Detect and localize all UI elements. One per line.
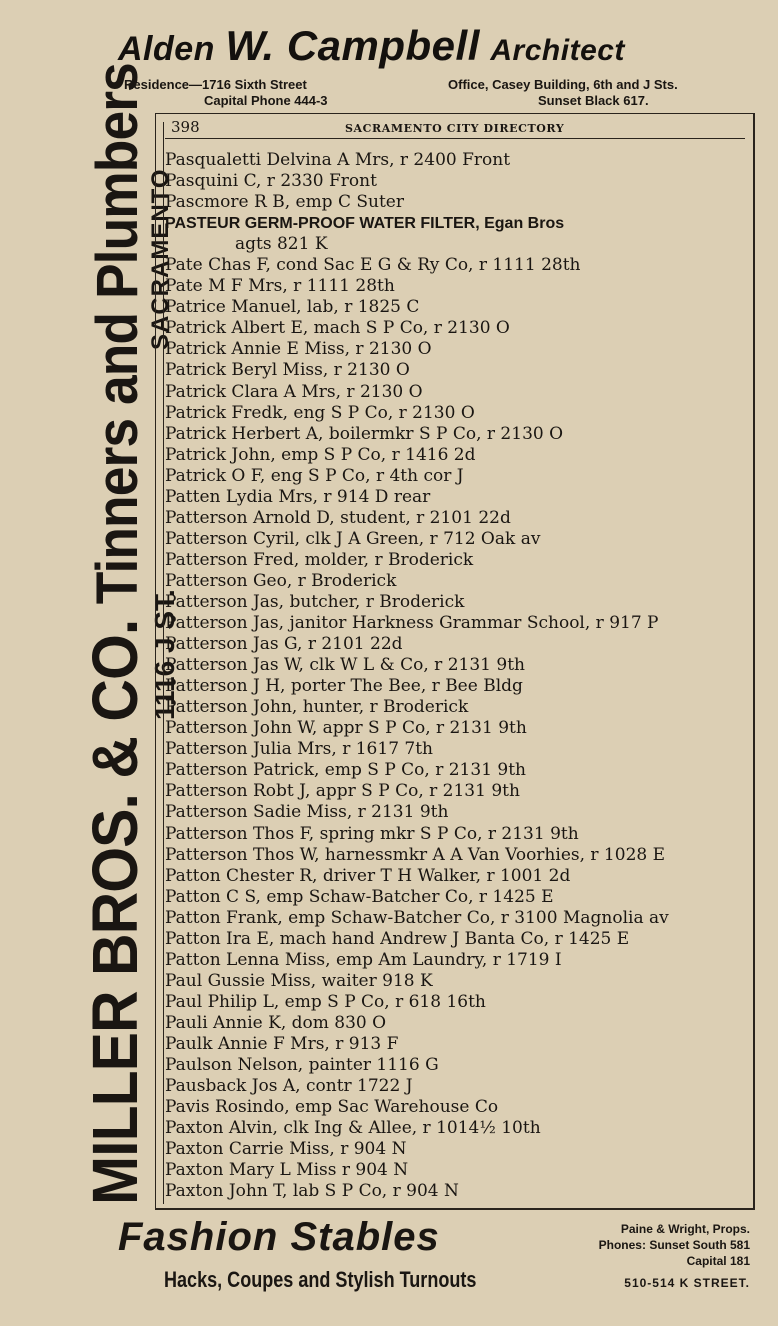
list-item: Patten Lydia Mrs, r 914 D rear: [165, 486, 431, 507]
list-item: Patterson Jas G, r 2101 22d: [165, 634, 403, 655]
list-item: Pausback Jos A, contr 1722 J: [165, 1076, 413, 1097]
architect-profession: Architect: [490, 34, 625, 67]
list-item: Pascmore R B, emp C Suter: [165, 192, 404, 213]
list-item: Pate Chas F, cond Sac E G & Ry Co, r 1111 28th: [165, 255, 581, 276]
list-item: Patterson John W, appr S P Co, r 2131 9th: [165, 718, 527, 739]
page-number: 398: [171, 118, 200, 136]
list-item: Paul Philip L, emp S P Co, r 618 16th: [165, 991, 486, 1012]
list-item: Patterson Geo, r Broderick: [165, 570, 397, 591]
architect-ad-title: [118, 20, 768, 77]
list-item: Patterson Jas W, clk W L & Co, r 2131 9th: [165, 655, 525, 676]
list-item: Patterson Jas, butcher, r Broderick: [165, 591, 465, 612]
page-header: [165, 118, 745, 139]
list-item: Patterson John, hunter, r Broderick: [165, 697, 469, 718]
list-item-continued: agts 821 K: [235, 234, 328, 255]
list-item: Patterson Julia Mrs, r 1617 7th: [165, 739, 434, 760]
list-item: Patterson Fred, molder, r Broderick: [165, 549, 474, 570]
page-title: SACRAMENTO CITY DIRECTORY: [345, 122, 565, 135]
list-item: Patterson Robt J, appr S P Co, r 2131 9th: [165, 781, 520, 802]
side-advertisement: [75, 63, 158, 1205]
list-item: Patton Chester R, driver T H Walker, r 1001 2d: [165, 865, 571, 886]
list-item: Patrick Fredk, eng S P Co, r 2130 O: [165, 402, 475, 423]
list-item: Patterson Cyril, clk J A Green, r 712 Oak av: [165, 528, 541, 549]
list-item: Patrick Albert E, mach S P Co, r 2130 O: [165, 318, 510, 339]
company-trade: Tinners and Plumbers: [85, 63, 150, 605]
list-item: Patrick Annie E Miss, r 2130 O: [165, 339, 432, 360]
architect-name: W. Campbell: [225, 22, 480, 69]
list-item-advert: PASTEUR GERM-PROOF WATER FILTER, Egan Bros: [165, 215, 565, 233]
list-item: Pasqualetti Delvina A Mrs, r 2400 Front: [165, 150, 511, 170]
stables-tagline: Hacks, Coupes and Stylish Turnouts: [164, 1267, 477, 1292]
residence-phone: Capital Phone 444-3: [204, 93, 328, 108]
list-item: Pate M F Mrs, r 1111 28th: [165, 276, 395, 297]
list-item: Patterson J H, porter The Bee, r Bee Bldg: [165, 676, 523, 697]
list-item: Pasquini C, r 2330 Front: [165, 171, 377, 192]
list-item: Patrick Clara A Mrs, r 2130 O: [165, 381, 423, 402]
company-address: 1116 J ST.: [149, 589, 180, 720]
architect-first-name: Alden: [118, 30, 215, 68]
list-item: Patrice Manuel, lab, r 1825 C: [165, 297, 420, 318]
company-name-text: MILLER BROS. & CO.: [79, 619, 151, 1205]
list-item: Paxton Carrie Miss, r 904 N: [165, 1139, 407, 1160]
list-item: Patterson Patrick, emp S P Co, r 2131 9th: [165, 760, 527, 781]
company-city: SACRAMENTO: [147, 168, 174, 350]
stables-proprietors: Paine & Wright, Props.: [620, 1222, 750, 1236]
architect-contact: [118, 77, 768, 113]
list-item: Pavis Rosindo, emp Sac Warehouse Co: [165, 1097, 499, 1118]
list-item: Pauli Annie K, dom 830 O: [165, 1012, 387, 1033]
list-item: Paulson Nelson, painter 1116 G: [165, 1055, 439, 1076]
stables-name: Fashion Stables: [118, 1215, 440, 1259]
list-item: Paxton Alvin, clk Ing & Allee, r 1014½ 10th: [165, 1118, 541, 1139]
stables-phone-capital: Capital 181: [686, 1254, 750, 1268]
list-item: Patterson Arnold D, student, r 2101 22d: [165, 507, 511, 528]
office-phone: Sunset Black 617.: [538, 93, 649, 108]
list-item: Patton Ira E, mach hand Andrew J Banta Co, r 1425 E: [165, 928, 630, 949]
list-item: Paxton Mary L Miss r 904 N: [165, 1160, 409, 1181]
top-advertisement: [118, 20, 768, 113]
list-item: Patterson Thos W, harnessmkr A A Van Voorhies, r 1028 E: [165, 844, 666, 865]
list-item: Patton Frank, emp Schaw-Batcher Co, r 3100 Magnolia av: [165, 907, 669, 928]
directory-listing: [165, 150, 755, 1202]
list-item: Patton Lenna Miss, emp Am Laundry, r 1719 I: [165, 949, 562, 970]
stables-phone-sunset: Phones: Sunset South 581: [598, 1238, 750, 1252]
list-item: Patterson Sadie Miss, r 2131 9th: [165, 802, 449, 823]
list-item: Patrick O F, eng S P Co, r 4th cor J: [165, 465, 464, 486]
bottom-advertisement: [118, 1215, 758, 1315]
residence-address: Residence—1716 Sixth Street: [124, 77, 307, 92]
stables-contact: [550, 1221, 750, 1291]
list-item: Paxton John T, lab S P Co, r 904 N: [165, 1181, 459, 1202]
list-item: Patrick Herbert A, boilermkr S P Co, r 2130 O: [165, 423, 564, 444]
list-item: Paulk Annie F Mrs, r 913 F: [165, 1033, 399, 1054]
list-item: Patrick John, emp S P Co, r 1416 2d: [165, 444, 476, 465]
office-address: Office, Casey Building, 6th and J Sts.: [448, 77, 678, 92]
list-item: Paul Gussie Miss, waiter 918 K: [165, 970, 433, 991]
list-item: Patrick Beryl Miss, r 2130 O: [165, 360, 410, 381]
list-item: Patterson Thos F, spring mkr S P Co, r 2131 9th: [165, 823, 579, 844]
company-name: [75, 63, 158, 1205]
list-item: Patton C S, emp Schaw-Batcher Co, r 1425 E: [165, 886, 554, 907]
list-item: Patterson Jas, janitor Harkness Grammar School, r 917 P: [165, 613, 659, 634]
stables-address: 510-514 K STREET.: [624, 1276, 750, 1290]
